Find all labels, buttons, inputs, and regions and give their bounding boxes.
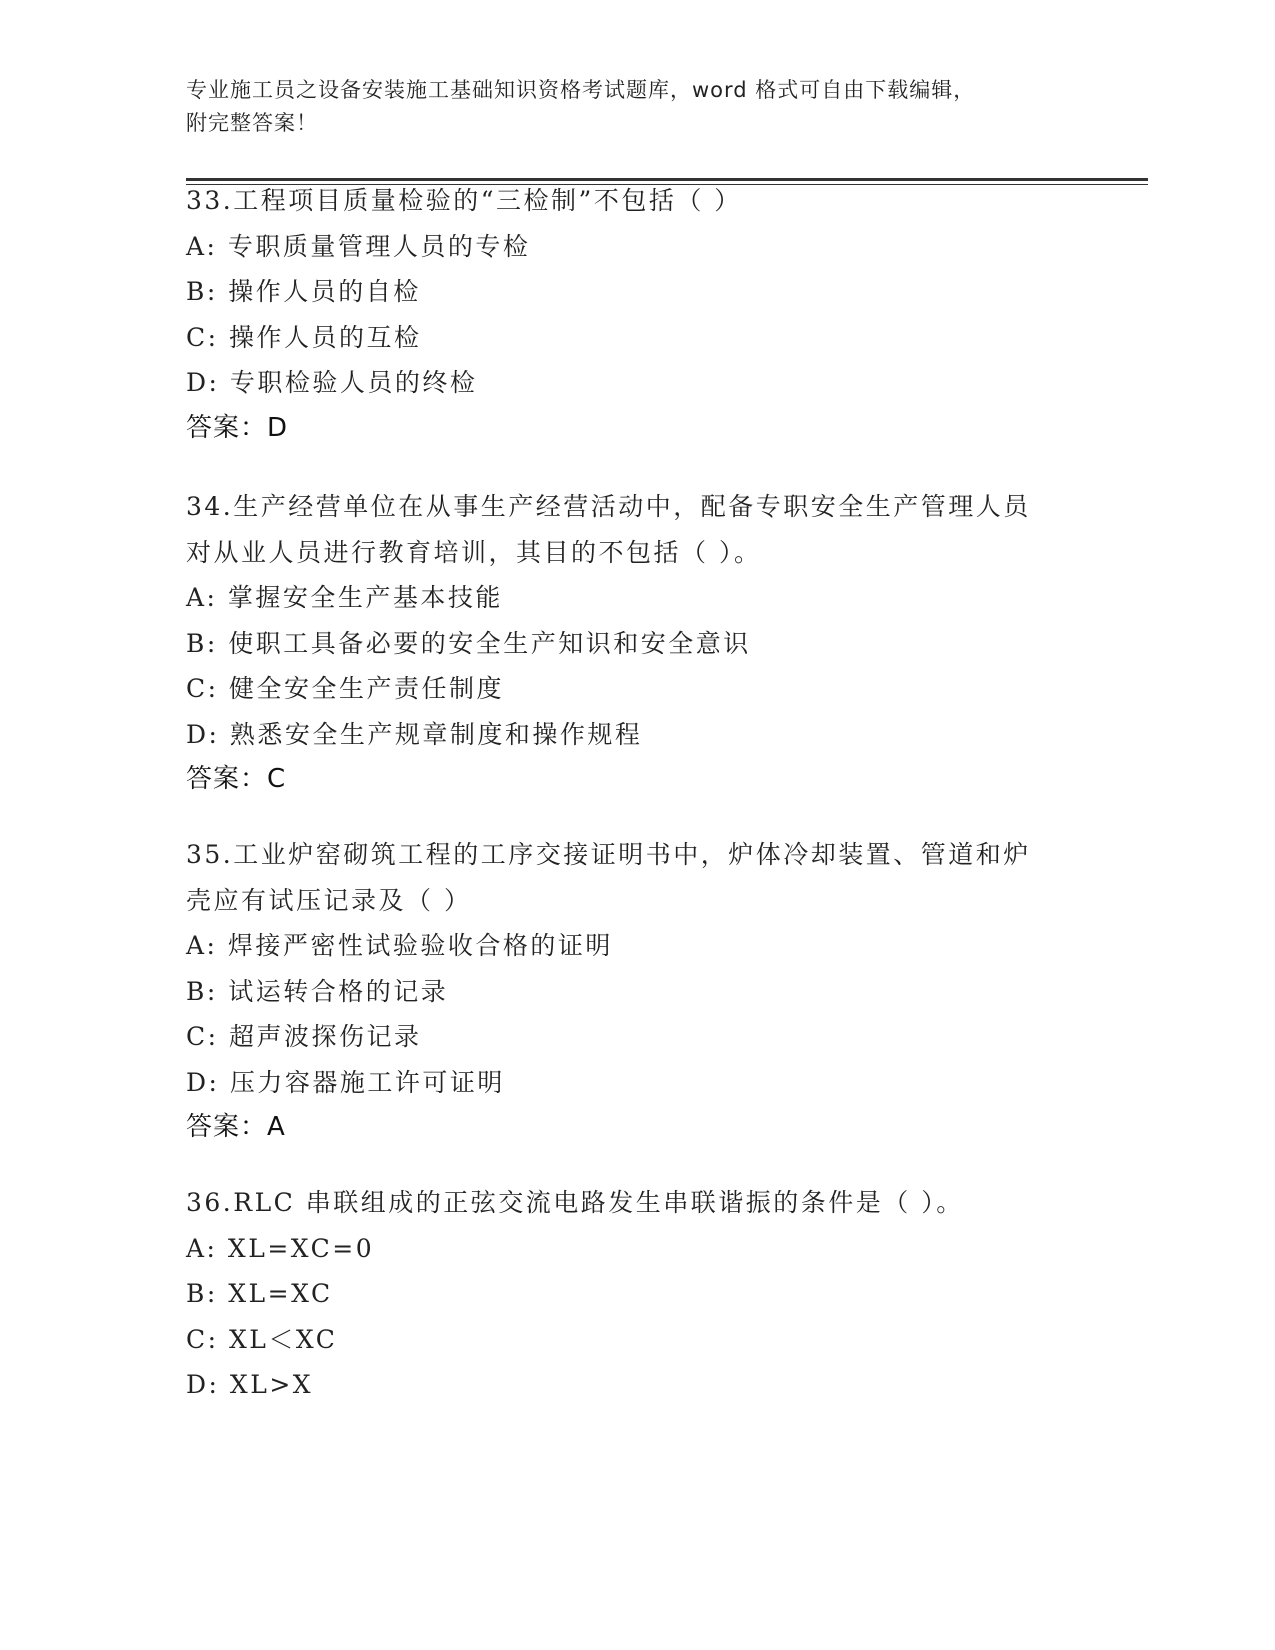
option-b: B: 试运转合格的记录 [186,976,449,1006]
answer: 答案：D [186,412,289,443]
question-stem: 33.工程项目质量检验的“三检制”不包括（ ） [186,186,742,215]
question-stem-continued: 对从业人员进行教育培训，其目的不包括（ ）。 [186,537,762,567]
question-35 [186,832,1086,1151]
answer: 答案：A [186,1112,286,1142]
header-line-2: 附完整答案！ [186,111,318,135]
option-d: D: XL>X [186,1370,314,1399]
header-line-1: 专业施工员之设备安装施工基础知识资格考试题库，word 格式可自由下载编辑， [186,78,976,102]
option-c: C: XL＜XC [186,1324,338,1354]
question-stem: 34.生产经营单位在从事生产经营活动中，配备专职安全生产管理人员 [186,492,1031,521]
question-34 [186,484,1086,803]
answer: 答案：C [186,764,287,794]
option-c: C: 超声波探伤记录 [186,1022,422,1051]
option-c: C: 健全安全生产责任制度 [186,674,504,703]
option-a: A: 掌握安全生产基本技能 [186,583,503,612]
question-36 [186,1180,1086,1408]
option-d: D: 熟悉安全生产规章制度和操作规程 [186,719,643,749]
question-33 [186,178,1086,451]
option-c: C: 操作人员的互检 [186,322,422,352]
question-stem: 35.工业炉窑砌筑工程的工序交接证明书中，炉体冷却装置、管道和炉 [186,840,1031,869]
option-a: A: 焊接严密性试验验收合格的证明 [186,931,613,960]
option-d: D: 压力容器施工许可证明 [186,1067,505,1097]
option-a: A: 专职质量管理人员的专检 [186,231,531,261]
option-b: B: XL=XC [186,1279,333,1308]
option-a: A: XL=XC=0 [186,1233,375,1263]
option-d: D: 专职检验人员的终检 [186,368,478,397]
question-stem: 36.RLC 串联组成的正弦交流电路发生串联谐振的条件是（ ）。 [186,1188,964,1217]
document-header [186,74,1086,140]
option-b: B: 操作人员的自检 [186,277,421,306]
option-b: B: 使职工具备必要的安全生产知识和安全意识 [186,628,751,658]
question-stem-continued: 壳应有试压记录及（ ） [186,885,472,915]
